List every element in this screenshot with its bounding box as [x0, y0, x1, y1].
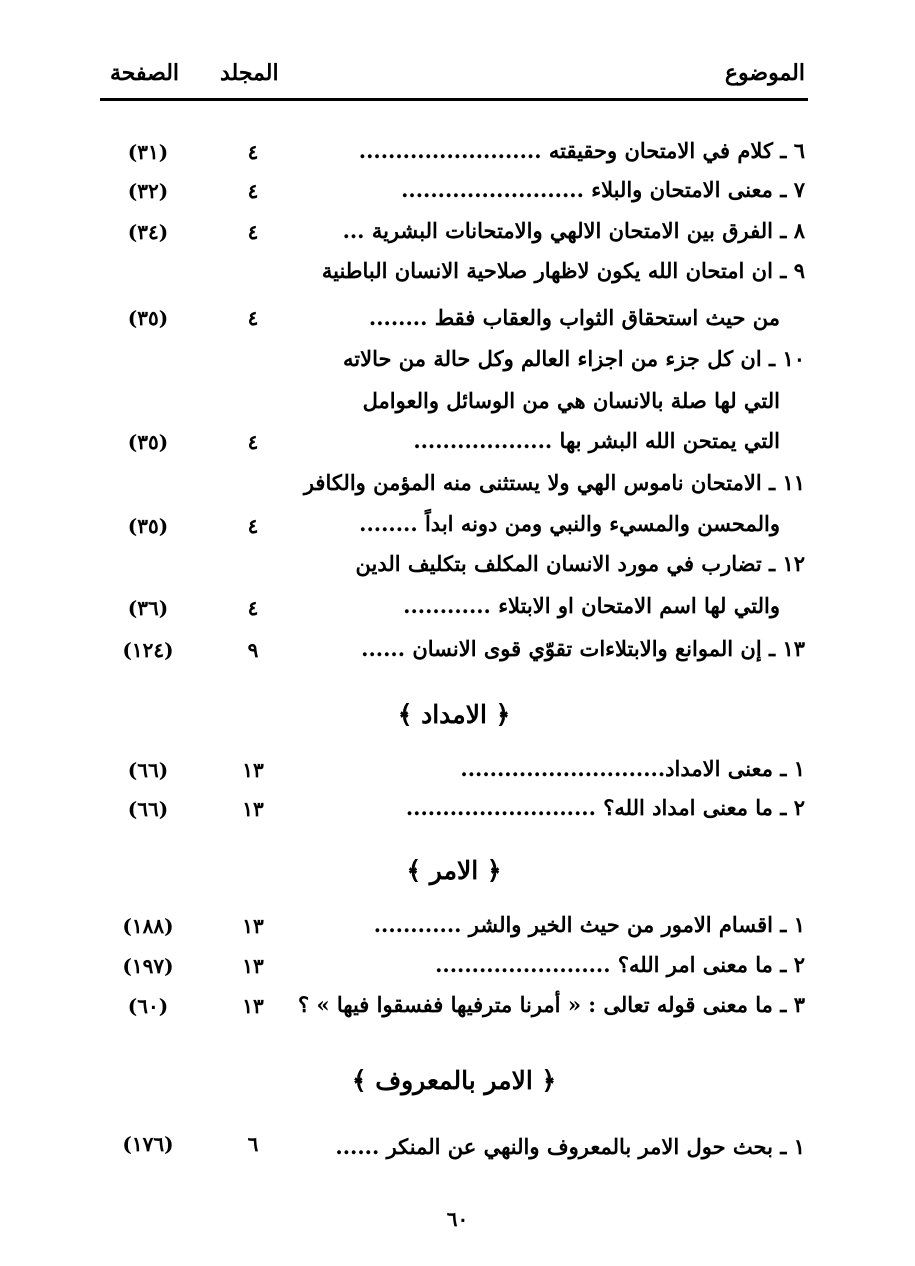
- maruf-entry-1-volume: ٦: [247, 1132, 259, 1156]
- entry-9-line-1: ٩ ـ ان امتحان الله يكون لاظهار صلاحية الانسان الباطنية: [321, 258, 805, 283]
- section-heading-amr: ﴿ الامر ﴾: [406, 856, 502, 885]
- header-topic: الموضوع: [724, 60, 805, 86]
- entry-6-volume: ٤: [247, 140, 259, 164]
- entry-8: ٨ ـ الفرق بين الامتحان الالهي والامتحانات البشرية ...: [342, 218, 805, 243]
- entry-9-line-2: من حيث استحقاق الثواب والعقاب فقط ........: [368, 305, 780, 330]
- entry-10-volume: ٤: [247, 430, 259, 454]
- maruf-entry-1-page: (١٧٦): [122, 1132, 174, 1156]
- imdad-entry-2-page: (٦٦): [127, 797, 169, 821]
- page-number: ٦٠: [446, 1207, 469, 1231]
- maruf-entry-1: ١ ـ بحث حول الامر بالمعروف والنهي عن المنكر ......: [335, 1134, 805, 1159]
- imdad-entry-2: ٢ ـ ما معنى امداد الله؟ ..........................: [405, 795, 805, 820]
- imdad-entry-1: ١ ـ معنى الامداد............................: [460, 756, 805, 781]
- section-heading-amr-bil-maruf: ﴿ الامر بالمعروف ﴾: [351, 1066, 557, 1095]
- entry-9-page: (٣٥): [127, 306, 169, 330]
- entry-6-page: (٣١): [127, 140, 169, 164]
- entry-10-line-3: التي يمتحن الله البشر بها ...................: [413, 428, 780, 453]
- amr-entry-1-volume: ١٣: [242, 914, 264, 938]
- entry-7: ٧ ـ معنى الامتحان والبلاء .........................: [401, 177, 805, 202]
- entry-13-page: (١٢٤): [122, 638, 174, 662]
- amr-entry-3-volume: ١٣: [242, 994, 264, 1018]
- entry-7-page: (٣٢): [127, 179, 169, 203]
- imdad-entry-2-volume: ١٣: [242, 797, 264, 821]
- entry-7-volume: ٤: [247, 179, 259, 203]
- header-page: الصفحة: [110, 60, 180, 86]
- amr-entry-3: ٣ ـ ما معنى قوله تعالى : « أمرنا مترفيها ففسقوا فيها » ؟: [297, 992, 805, 1017]
- amr-entry-2: ٢ ـ ما معنى امر الله؟ ........................: [435, 952, 805, 977]
- entry-11-page: (٣٥): [127, 514, 169, 538]
- entry-12-line-1: ١٢ ـ تضارب في مورد الانسان المكلف بتكليف الدين: [355, 551, 805, 576]
- imdad-entry-1-page: (٦٦): [127, 758, 169, 782]
- entry-6: ٦ ـ كلام في الامتحان وحقيقته .........................: [358, 138, 805, 163]
- amr-entry-1-page: (١٨٨): [122, 914, 174, 938]
- section-heading-imdad: ﴿ الامداد ﴾: [397, 700, 511, 729]
- amr-entry-3-page: (٦٠): [127, 994, 169, 1018]
- entry-10-line-1: ١٠ ـ ان كل جزء من اجزاء العالم وكل حالة من حالاته: [343, 346, 805, 371]
- amr-entry-1: ١ ـ اقسام الامور من حيث الخير والشر ............: [373, 912, 805, 937]
- entry-11-line-1: ١١ ـ الامتحان ناموس الهي ولا يستثنى منه المؤمن والكافر: [303, 470, 805, 495]
- amr-entry-2-page: (١٩٧): [122, 954, 174, 978]
- entry-13-volume: ٩: [247, 638, 259, 662]
- entry-13: ١٣ ـ إن الموانع والابتلاءات تقوّي قوى الانسان ......: [361, 636, 805, 661]
- imdad-entry-1-volume: ١٣: [242, 758, 264, 782]
- entry-12-volume: ٤: [247, 596, 259, 620]
- entry-11-line-2: والمحسن والمسيء والنبي ومن دونه ابداً ........: [359, 511, 780, 536]
- entry-8-volume: ٤: [247, 220, 259, 244]
- entry-12-page: (٣٦): [127, 596, 169, 620]
- entry-9-volume: ٤: [247, 306, 259, 330]
- entry-8-page: (٣٤): [127, 220, 169, 244]
- entry-10-page: (٣٥): [127, 430, 169, 454]
- header-volume: المجلد: [220, 60, 279, 86]
- amr-entry-2-volume: ١٣: [242, 954, 264, 978]
- header-rule: [100, 98, 808, 101]
- entry-10-line-2: التي لها صلة بالانسان هي من الوسائل والعوامل: [362, 388, 780, 413]
- entry-12-line-2: والتي لها اسم الامتحان او الابتلاء ............: [403, 593, 780, 618]
- entry-11-volume: ٤: [247, 514, 259, 538]
